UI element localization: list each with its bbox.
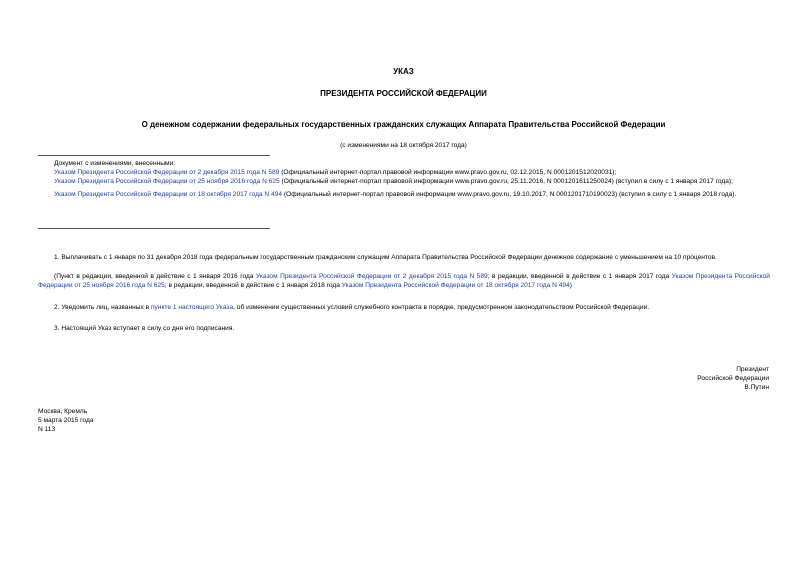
decree-number: N 113 <box>38 426 56 433</box>
note-text: (Пункт в редакции, введенной в действие с 1 января 2016 года <box>54 273 256 280</box>
paragraph-2 <box>38 303 770 312</box>
signature-title: Президент <box>736 366 769 373</box>
note-text: ; в редакции, введенной в действие с 1 января 2017 года <box>487 273 672 280</box>
amendments-intro: Документ с изменениями, внесенными: <box>54 160 176 167</box>
signature-country: Российской Федерации <box>697 375 769 382</box>
signing-date: 5 марта 2015 года <box>38 417 94 424</box>
amendments-top-rule <box>38 155 270 156</box>
p2-text: , об изменении существенных условий служебного контракта в порядке, предусмотренном законодательством Российской Федерации. <box>233 304 650 311</box>
doc-type-heading: УКАЗ <box>393 67 414 76</box>
amendment-link-625[interactable]: Указом Президента Российской Федерации от 25 ноября 2016 года N 625 <box>54 178 280 185</box>
place-date-block <box>38 407 93 434</box>
paragraph-3: 3. Настоящий Указ вступает в силу со дня его подписания. <box>54 325 235 332</box>
paragraph-1: 1. Выплачивать с 1 января по 31 декабря 2018 года федеральным государственным гражданским служащим Аппарата Правительства Российской Федерации денежное содержание с уменьшением на 10 процентов. <box>54 254 717 261</box>
amendments-block <box>38 159 770 199</box>
note-text: ) <box>569 282 572 289</box>
note-link-625[interactable]: Указом Президента Российской Федерации от 25 ноября 2016 года N 625 <box>38 273 770 289</box>
p2-text: 2. Уведомить лиц, названных в <box>54 304 151 311</box>
signature-block <box>697 365 769 392</box>
signing-place: Москва, Кремль <box>38 408 88 415</box>
issuer-heading: ПРЕЗИДЕНТА РОССИЙСКОЙ ФЕДЕРАЦИИ <box>320 89 487 98</box>
point-1-link[interactable]: пункте 1 настоящего Указа <box>150 304 234 311</box>
amendment-item <box>38 177 770 186</box>
amendment-link-589[interactable]: Указом Президента Российской Федерации от 2 декабря 2015 года N 589 <box>54 169 280 176</box>
amendment-link-494[interactable]: Указом Президента Российской Федерации от 18 октября 2017 года N 494 <box>54 191 283 198</box>
paragraph-1-note <box>38 272 770 290</box>
amendment-item <box>38 168 770 177</box>
signature-name: В.Путин <box>744 384 769 391</box>
amendment-text: (Официальный интернет-портал правовой информации www.pravo.gov.ru, 02.12.2015, N 0001201512020031); <box>279 169 617 176</box>
amendments-bottom-rule <box>38 228 270 229</box>
revision-note: (с изменениями на 18 октября 2017 года) <box>340 142 467 149</box>
amendment-item <box>38 190 770 199</box>
amendment-text: (Официальный интернет-портал правовой информации www.pravo.gov.ru, 25.11.2016, N 0001201611250024) (вступил в силу с 1 января 2017 года); <box>279 178 733 185</box>
note-link-589[interactable]: Указом Президента Российской Федерации от 2 декабря 2015 года N 589 <box>255 273 488 280</box>
note-link-494[interactable]: Указом Президента Российской Федерации от 18 октября 2017 года N 494 <box>341 282 570 289</box>
note-text: ; в редакции, введенной в действие с 1 января 2018 года <box>164 282 342 289</box>
document-title: О денежном содержании федеральных государственных гражданских служащих Аппарата Правительства Российской Федерации <box>141 120 666 129</box>
amendment-text: (Официальный интернет-портал правовой информации www.pravo.gov.ru, 19.10.2017, N 0001201710190023) (вступил в силу с 1 января 2018 года). <box>282 191 737 198</box>
